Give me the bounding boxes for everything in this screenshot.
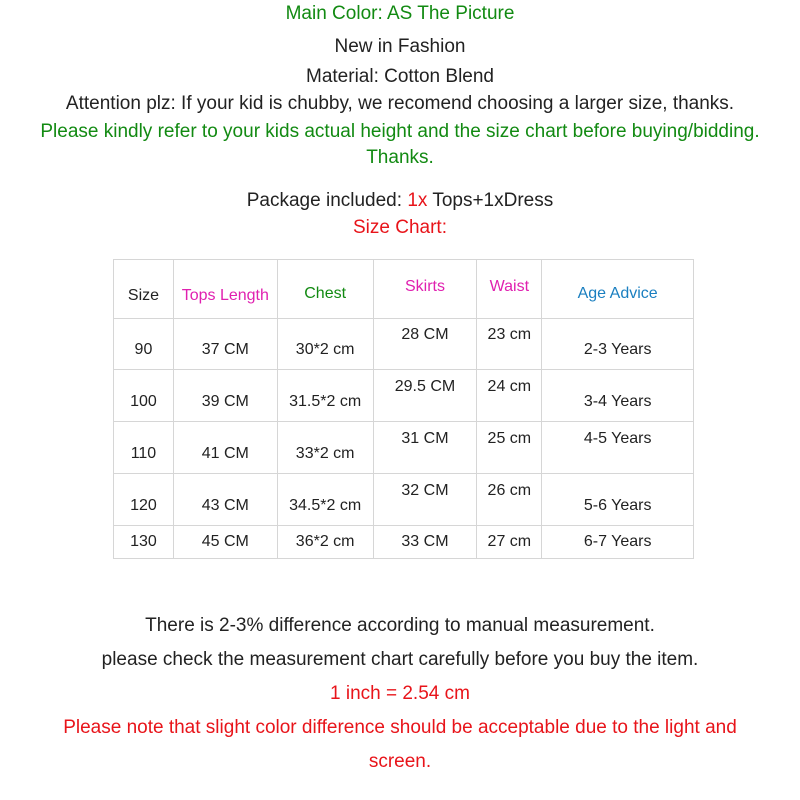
cell-size: 130 bbox=[130, 533, 157, 550]
cell-tops-length: 39 CM bbox=[201, 392, 249, 410]
cell-chest: 33*2 cm bbox=[295, 444, 355, 462]
cell-age-advice: 5-6 Years bbox=[583, 496, 652, 514]
header-cell bbox=[373, 260, 477, 319]
cell-chest: 34.5*2 cm bbox=[289, 496, 362, 514]
thanks-line: Thanks. bbox=[366, 147, 434, 168]
difference-note: There is 2-3% difference according to manual measurement. bbox=[145, 615, 655, 636]
header-cell bbox=[277, 260, 373, 319]
cell-age-advice: 6-7 Years bbox=[583, 533, 652, 550]
cell-age-advice: 3-4 Years bbox=[583, 392, 652, 410]
attention-line: Attention plz: If your kid is chubby, we recomend choosing a larger size, thanks. bbox=[65, 93, 735, 114]
cell-tops-length: 43 CM bbox=[201, 496, 249, 514]
material-line: Material: Cotton Blend bbox=[306, 66, 494, 87]
table-cell bbox=[373, 474, 477, 526]
header-waist: Waist bbox=[489, 278, 530, 295]
package-prefix: Package included: bbox=[246, 190, 408, 211]
table-cell bbox=[173, 474, 277, 526]
cell-tops-length: 41 CM bbox=[201, 444, 249, 462]
table-row bbox=[114, 474, 694, 526]
cell-age-advice: 2-3 Years bbox=[583, 341, 652, 358]
cell-waist: 27 cm bbox=[487, 533, 532, 550]
color-difference-note: Please note that slight color difference should be acceptable due to the light and bbox=[63, 717, 737, 738]
cell-skirts: 28 CM bbox=[401, 326, 449, 343]
header-age-advice: Age Advice bbox=[577, 285, 658, 302]
cell-age-advice: 4-5 Years bbox=[583, 429, 652, 447]
table-row bbox=[114, 319, 694, 370]
refer-size-chart-line: Please kindly refer to your kids actual height and the size chart before buying/bidding. bbox=[40, 121, 760, 142]
table-cell bbox=[277, 370, 373, 422]
table-cell bbox=[277, 422, 373, 474]
color-difference-note-end: screen. bbox=[368, 751, 432, 772]
header-tops-length: Tops Length bbox=[181, 287, 269, 304]
cell-chest: 30*2 cm bbox=[295, 341, 355, 358]
table-cell bbox=[373, 319, 477, 370]
header-chest: Chest bbox=[304, 285, 347, 302]
table-cell bbox=[173, 370, 277, 422]
new-in-fashion-line: New in Fashion bbox=[334, 36, 466, 57]
table-cell bbox=[173, 422, 277, 474]
table-cell bbox=[277, 474, 373, 526]
table-cell bbox=[477, 474, 542, 526]
inch-conversion-note: 1 inch = 2.54 cm bbox=[330, 683, 470, 704]
table-cell bbox=[542, 319, 694, 370]
table-cell bbox=[114, 526, 174, 559]
cell-skirts: 33 CM bbox=[401, 533, 449, 550]
header-cell bbox=[477, 260, 542, 319]
table-cell bbox=[373, 526, 477, 559]
check-chart-note: please check the measurement chart carefully before you buy the item. bbox=[101, 649, 699, 670]
cell-chest: 31.5*2 cm bbox=[289, 392, 362, 410]
cell-skirts: 31 CM bbox=[401, 429, 449, 447]
table-cell bbox=[114, 422, 174, 474]
table-cell bbox=[277, 526, 373, 559]
cell-tops-length: 45 CM bbox=[201, 533, 249, 550]
size-chart-title: Size Chart: bbox=[353, 217, 447, 238]
table-cell bbox=[542, 526, 694, 559]
cell-waist: 25 cm bbox=[487, 429, 532, 447]
cell-skirts: 32 CM bbox=[401, 481, 449, 499]
table-cell bbox=[173, 319, 277, 370]
table-cell bbox=[373, 370, 477, 422]
cell-chest: 36*2 cm bbox=[295, 533, 355, 550]
package-suffix: Tops+1xDress bbox=[427, 190, 554, 211]
cell-skirts: 29.5 CM bbox=[394, 377, 456, 395]
table-cell bbox=[542, 370, 694, 422]
cell-size: 110 bbox=[130, 444, 157, 462]
package-quantity: 1x bbox=[407, 190, 428, 211]
table-row bbox=[114, 526, 694, 559]
package-included-line bbox=[0, 189, 800, 213]
header-cell bbox=[173, 260, 277, 319]
table-cell bbox=[114, 474, 174, 526]
table-cell bbox=[477, 526, 542, 559]
table-cell bbox=[477, 422, 542, 474]
table-cell bbox=[277, 319, 373, 370]
main-color-line: Main Color: AS The Picture bbox=[285, 3, 515, 24]
table-cell bbox=[173, 526, 277, 559]
cell-size: 90 bbox=[134, 341, 153, 358]
header-size: Size bbox=[127, 287, 160, 304]
header-skirts: Skirts bbox=[404, 278, 445, 295]
table-row bbox=[114, 370, 694, 422]
table-cell bbox=[542, 474, 694, 526]
size-chart-table bbox=[113, 259, 694, 559]
cell-size: 120 bbox=[130, 496, 157, 514]
cell-tops-length: 37 CM bbox=[201, 341, 249, 358]
header-cell bbox=[114, 260, 174, 319]
table-row bbox=[114, 422, 694, 474]
cell-waist: 24 cm bbox=[487, 377, 532, 395]
table-cell bbox=[542, 422, 694, 474]
cell-waist: 26 cm bbox=[487, 481, 532, 499]
header-cell bbox=[542, 260, 694, 319]
table-header-row bbox=[114, 260, 694, 319]
table-cell bbox=[477, 370, 542, 422]
table-cell bbox=[114, 370, 174, 422]
table-cell bbox=[477, 319, 542, 370]
cell-size: 100 bbox=[130, 392, 157, 410]
cell-waist: 23 cm bbox=[487, 326, 532, 343]
table-cell bbox=[114, 319, 174, 370]
table-cell bbox=[373, 422, 477, 474]
